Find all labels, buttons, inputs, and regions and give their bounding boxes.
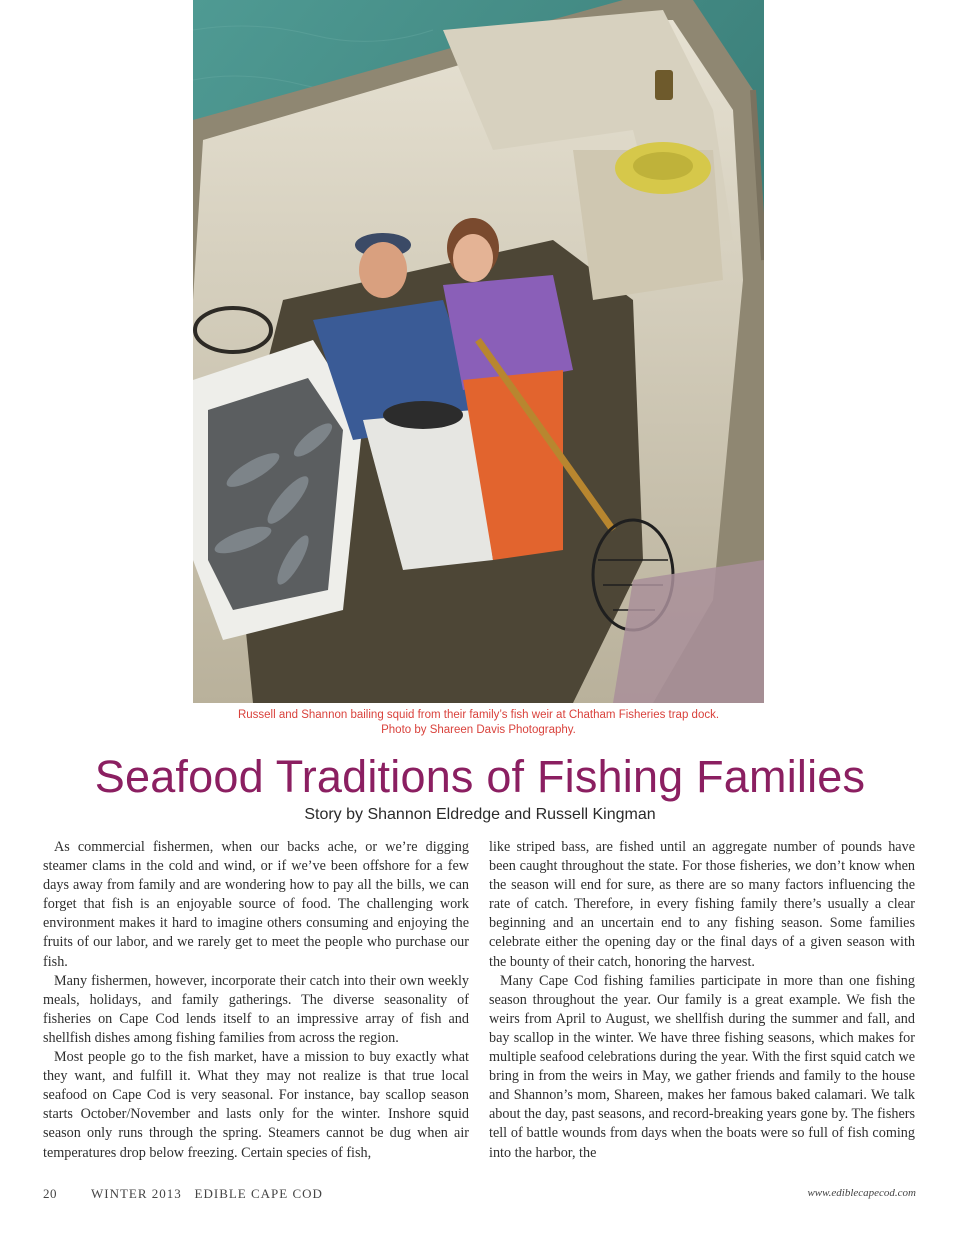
- body-column-left: [43, 838, 469, 1163]
- paragraph: Most people go to the fish market, have a mission to buy exactly what they want, and fulfill it. What they may not realize is that true local seafood on Cape Cod is very seasonal. For instance, bay scallop season starts October/November and lasts only for the winter. Inshore squid season only runs through the spring. Steamers cannot be dug when air temperatures drop below freezing. Certain species of fish,: [43, 1049, 469, 1161]
- paragraph: Many Cape Cod fishing families participate in more than one fishing season throughout the year. Our family is a great example. We fish the weirs from April to August, we shellfish during the summer and fall, and bay scallop in the winter. We have three fishing seasons, which makes for multiple seafood celebrations during the year. With the first squid catch we bring in from the weirs in May, we gather friends and family to the house and Shannon’s mom, Shareen, makes her famous baked calamari. We talk about the day, past seasons, and record-breaking years gone by. The fishers tell of battle wounds from days when the boats were so full of fish coming into the harbor, the: [489, 972, 915, 1161]
- page-number: 20: [43, 1186, 57, 1201]
- website-url: www.ediblecapecod.com: [807, 1187, 916, 1199]
- caption-line-1: Russell and Shannon bailing squid from their family’s fish weir at Chatham Fisheries trap dock.: [237, 709, 720, 721]
- page-footer: [43, 1186, 916, 1204]
- photo-fishing-boat-illustration: [193, 0, 764, 703]
- article-byline: Story by Shannon Eldredge and Russell Kingman: [304, 806, 656, 823]
- body-column-right: [489, 838, 915, 1163]
- issue-label: WINTER 2013 EDIBLE CAPE COD: [91, 1186, 323, 1201]
- paragraph: As commercial fishermen, when our backs ache, or we’re digging steamer clams in the cold and wind, or if we’ve been offshore for a few days away from family and are wondering how to pay all the bills, we can forget that fish is an enjoyable source of food. The challenging work environment makes it hard to imagine others consuming and enjoying the fruits of our labor, and we rarely get to meet the people who purchase our fish.: [43, 839, 469, 970]
- photo-caption: [193, 708, 764, 738]
- paragraph: like striped bass, are fished until an aggregate number of pounds have been caught throughout the state. For those fisheries, we don’t know when the season will end for sure, as there are so many factors influencing the rate of catch. Therefore, in every fishing family there’s usually a clear beginning and an uncertain end to any fishing season. Some families celebrate either the opening day or the final days of a given season with the bounty of their catch, honoring the harvest.: [489, 839, 915, 970]
- article-title: Seafood Traditions of Fishing Families: [94, 751, 866, 802]
- paragraph: Many fishermen, however, incorporate their catch into their own weekly meals, holidays, and family gatherings. The diverse seasonality of fisheries on Cape Cod lends itself to an impressive array of fish and shellfish dishes among fishing families from across the region.: [43, 972, 469, 1046]
- caption-line-2: Photo by Shareen Davis Photography.: [381, 724, 576, 736]
- article-photo: [193, 0, 764, 703]
